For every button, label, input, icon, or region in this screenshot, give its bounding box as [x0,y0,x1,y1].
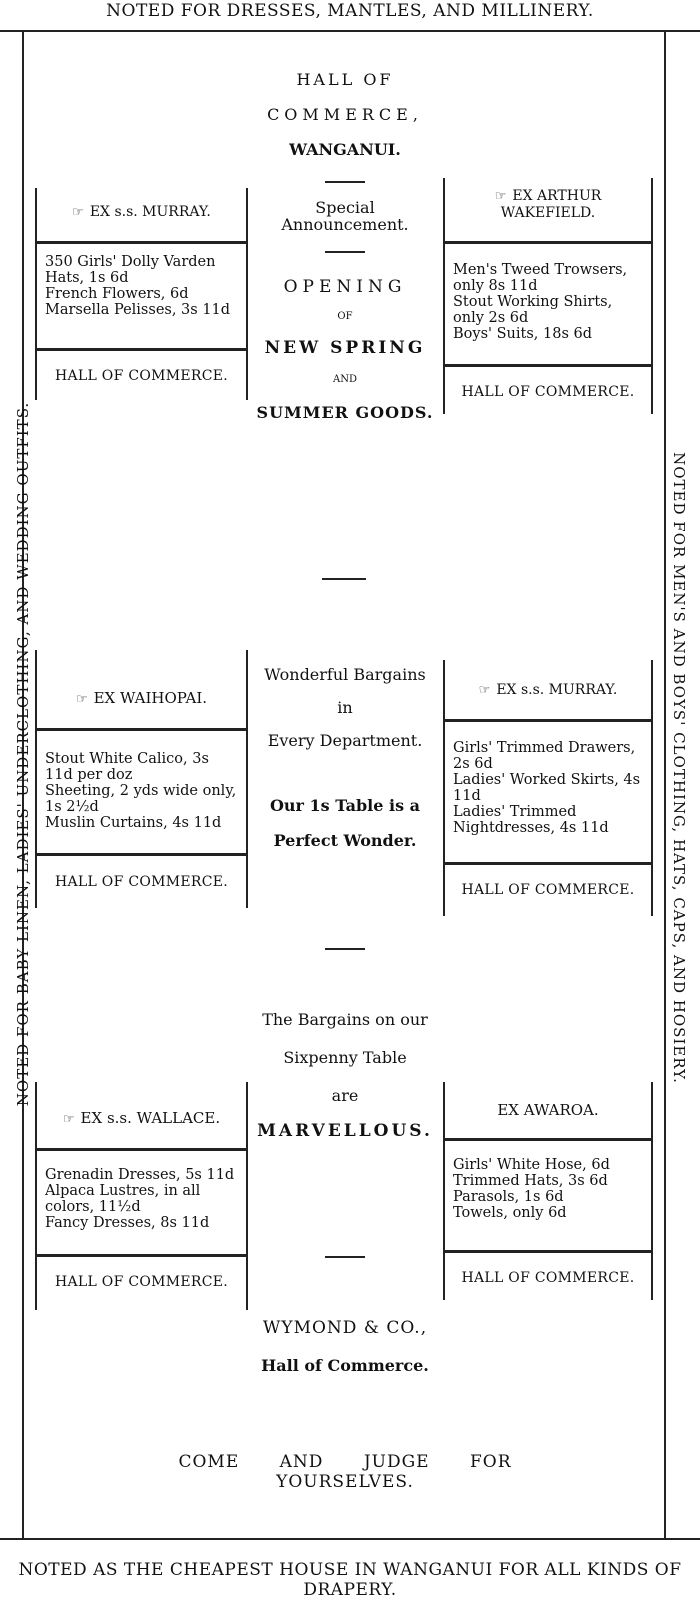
of-word: OF [337,311,353,322]
one-shilling-table: Our 1s Table is a [269,796,421,815]
goods-box [443,178,653,414]
box-items [445,244,651,342]
box-rule [37,348,246,351]
box-footer: HALL OF COMMERCE. [461,384,635,400]
box-item: Stout White Calico, 3s 11d per doz [45,751,209,783]
wonderful-bargains: Wonderful Bargains [264,665,426,684]
center-bargains [250,665,440,850]
box-items [37,244,246,318]
side-banner-left: NOTED FOR BABY LINEN, LADIES' UNDERCLOTHING, AND WEDDING OUTFITS. [14,401,32,1107]
box-footer: HALL OF COMMERCE. [461,1270,635,1286]
are-word: are [331,1086,359,1105]
box-rule [445,364,651,367]
box-items [445,722,651,836]
box-rule [37,1254,246,1257]
top-banner: NOTED FOR DRESSES, MANTLES, AND MILLINERY. [106,1,594,21]
manicule-icon: ☞ [62,1112,75,1127]
box-item: Parasols, 1s 6d [453,1189,564,1205]
box-rule [445,862,651,865]
hall-of: HALL OF [296,70,394,89]
in-word: in [337,698,353,717]
box-item: 350 Girls' Dolly Varden Hats, 1s 6d [45,254,216,286]
bargains-on-our: The Bargains on our [262,1010,428,1029]
opening: OPENING [283,277,407,297]
manicule-icon: ☞ [75,692,88,707]
goods-box [443,1082,653,1300]
come-and-judge: COME AND JUDGE FOR YOURSELVES. [178,1452,512,1492]
box-header: ☞ EX s.s. MURRAY. [72,204,211,220]
marvellous: MARVELLOUS. [257,1121,433,1141]
divider [325,251,365,253]
box-footer: HALL OF COMMERCE. [54,1274,229,1290]
manicule-icon: ☞ [478,683,491,698]
and-word: AND [333,374,357,385]
box-item: Fancy Dresses, 8s 11d [45,1215,210,1231]
wymond-co: WYMOND & CO., [262,1318,428,1338]
box-item: Men's Tweed Trowsers, only 8s 11d [453,262,628,294]
side-banner-right: NOTED FOR MEN'S AND BOYS' CLOTHING, HATS, CAPS, AND HOSIERY. [670,452,688,1084]
box-header: ☞ EX s.s. MURRAY. [478,682,618,698]
box-footer: HALL OF COMMERCE. [54,368,229,384]
box-item: Sheeting, 2 yds wide only, 1s 2½d [45,783,237,815]
box-footer: HALL OF COMMERCE. [54,874,229,890]
box-item: Grenadin Dresses, 5s 11d [45,1167,235,1183]
divider [325,1256,365,1258]
box-item: Ladies' Trimmed Nightdresses, 4s 11d [453,804,609,836]
box-item: Girls' White Hose, 6d [453,1157,610,1173]
box-items [445,1141,651,1221]
box-item: Muslin Curtains, 4s 11d [45,815,222,831]
divider [322,578,366,580]
center-signature [250,1318,440,1375]
box-items [37,1151,246,1231]
special-announcement: Special Announcement. [281,198,409,234]
wanganui: WANGANUI. [289,140,401,159]
center-sixpenny [250,1010,440,1141]
box-header: EX AWAROA. [497,1101,599,1119]
box-header: ☞ EX s.s. WALLACE. [62,1109,221,1127]
box-item: Stout Working Shirts, only 2s 6d [453,294,613,326]
box-rule [445,1250,651,1253]
center-column [250,70,440,422]
every-department: Every Department. [267,731,423,750]
new-spring: NEW SPRING [264,338,426,358]
perfect-wonder: Perfect Wonder. [273,831,417,850]
goods-box [35,188,248,400]
goods-box [443,660,653,916]
box-footer: HALL OF COMMERCE. [461,882,635,898]
box-rule [37,853,246,856]
summer-goods: SUMMER GOODS. [256,403,434,422]
box-item: Marsella Pelisses, 3s 11d [45,302,231,318]
commerce-title: COMMERCE, [267,105,423,124]
box-item: Girls' Trimmed Drawers, 2s 6d [453,740,636,772]
box-header: ☞ EX ARTHUR WAKEFIELD. [494,188,602,221]
bottom-banner: NOTED AS THE CHEAPEST HOUSE IN WANGANUI FOR ALL KINDS OF DRAPERY. [18,1560,682,1600]
divider [325,948,365,950]
box-item: Boys' Suits, 18s 6d [453,326,593,342]
divider [325,181,365,183]
manicule-icon: ☞ [72,205,84,220]
box-item: Trimmed Hats, 3s 6d [453,1173,608,1189]
bottom-rule [0,1538,700,1540]
box-item: French Flowers, 6d [45,286,189,302]
goods-box [35,1082,248,1310]
box-item: Ladies' Worked Skirts, 4s 11d [453,772,641,804]
box-items [37,731,246,831]
sixpenny-table: Sixpenny Table [283,1048,407,1067]
goods-box [35,650,248,908]
manicule-icon: ☞ [494,189,507,204]
box-item: Alpaca Lustres, in all colors, 11½d [45,1183,201,1215]
box-item: Towels, only 6d [453,1205,567,1221]
box-header: ☞ EX WAIHOPAI. [75,689,208,707]
hall-of-commerce-signature: Hall of Commerce. [261,1356,429,1375]
